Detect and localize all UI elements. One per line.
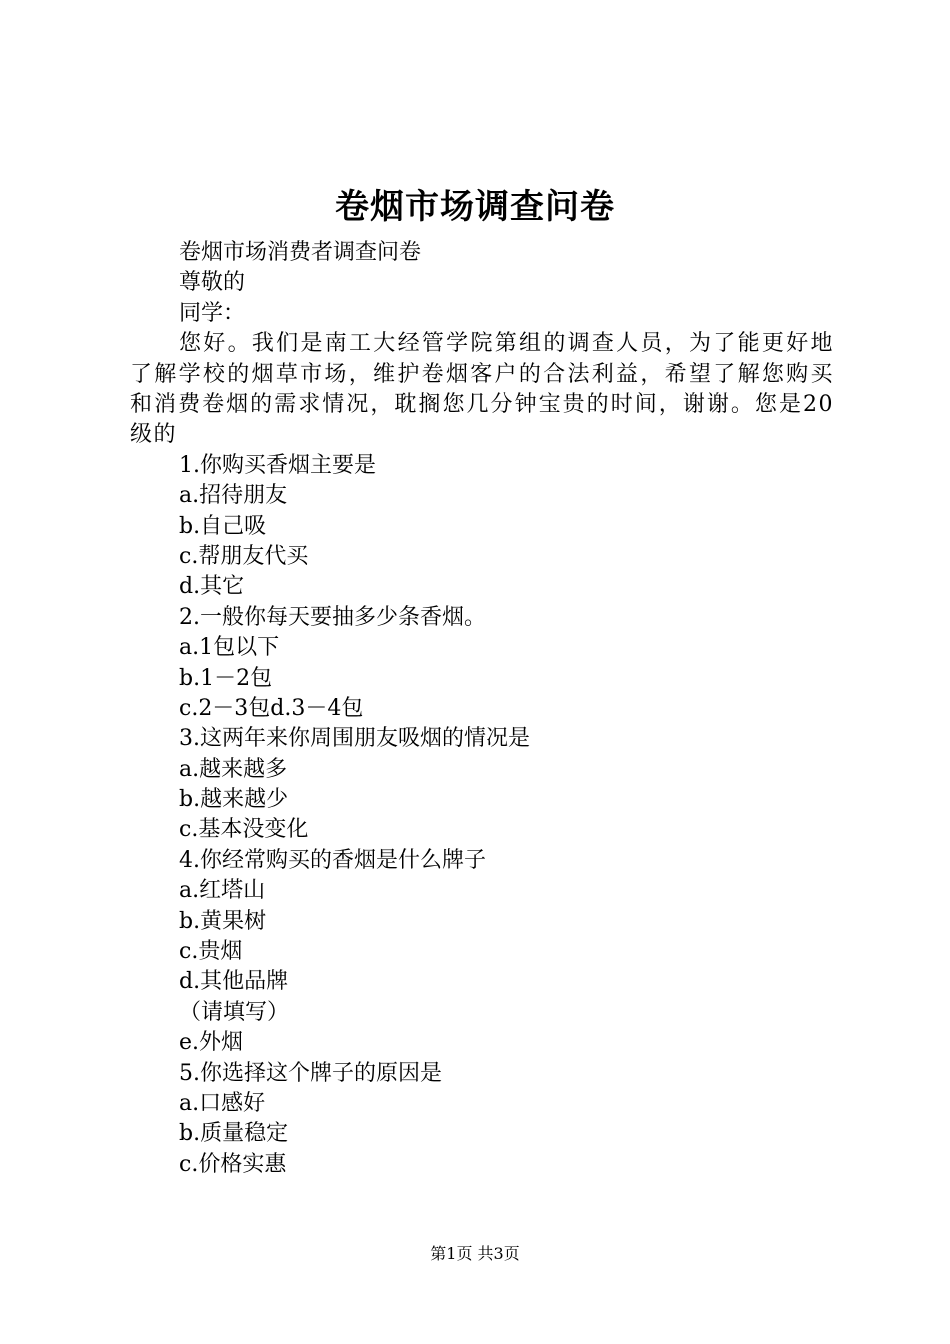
answer-option: a.越来越多 xyxy=(179,756,288,782)
question-text: 2.一般你每天要抽多少条香烟。 xyxy=(179,604,486,630)
answer-option: c.帮朋友代买 xyxy=(179,543,309,569)
page-footer: 第1页 共3页 xyxy=(430,1244,520,1263)
answer-option: c.基本没变化 xyxy=(179,817,309,843)
answer-option: c.贵烟 xyxy=(179,939,243,965)
question-text: 3.这两年来你周围朋友吸烟的情况是 xyxy=(179,726,530,752)
answer-option: （请填写） xyxy=(179,999,290,1025)
greeting-line: 尊敬的 xyxy=(179,270,246,296)
document-body xyxy=(130,238,834,1180)
survey-subtitle: 卷烟市场消费者调查问卷 xyxy=(179,240,422,265)
answer-option: c.2－3包d.3－4包 xyxy=(179,695,364,721)
answer-option: a.招待朋友 xyxy=(179,483,288,509)
intro-paragraph: 您好。我们是南工大经管学院第组的调查人员，为了能更好地了解学校的烟草市场，维护卷烟客户的合法利益，希望了解您购买和消费卷烟的需求情况，耽搁您几分钟宝贵的时间，谢谢。您是20级的 xyxy=(130,331,834,448)
answer-option: a.口感好 xyxy=(179,1091,266,1116)
answer-option: b.黄果树 xyxy=(179,908,267,934)
question-list xyxy=(130,451,834,1180)
answer-option: b.越来越少 xyxy=(179,787,289,813)
question-text: 5.你选择这个牌子的原因是 xyxy=(179,1060,442,1086)
answer-option: d.其他品牌 xyxy=(179,969,289,995)
answer-option: a.1包以下 xyxy=(179,635,280,661)
answer-option: d.其它 xyxy=(179,574,245,600)
document-title: 卷烟市场调查问卷 xyxy=(335,187,615,227)
question-text: 1.你购买香烟主要是 xyxy=(179,452,376,478)
question-text: 4.你经常购买的香烟是什么牌子 xyxy=(179,847,486,873)
answer-option: b.1－2包 xyxy=(179,665,273,691)
greeting-line: 同学： xyxy=(179,300,246,326)
answer-option: e.外烟 xyxy=(179,1030,244,1056)
answer-option: b.自己吸 xyxy=(179,513,267,539)
answer-option: c.价格实惠 xyxy=(179,1151,287,1177)
answer-option: b.质量稳定 xyxy=(179,1121,289,1147)
answer-option: a.红塔山 xyxy=(179,878,266,904)
